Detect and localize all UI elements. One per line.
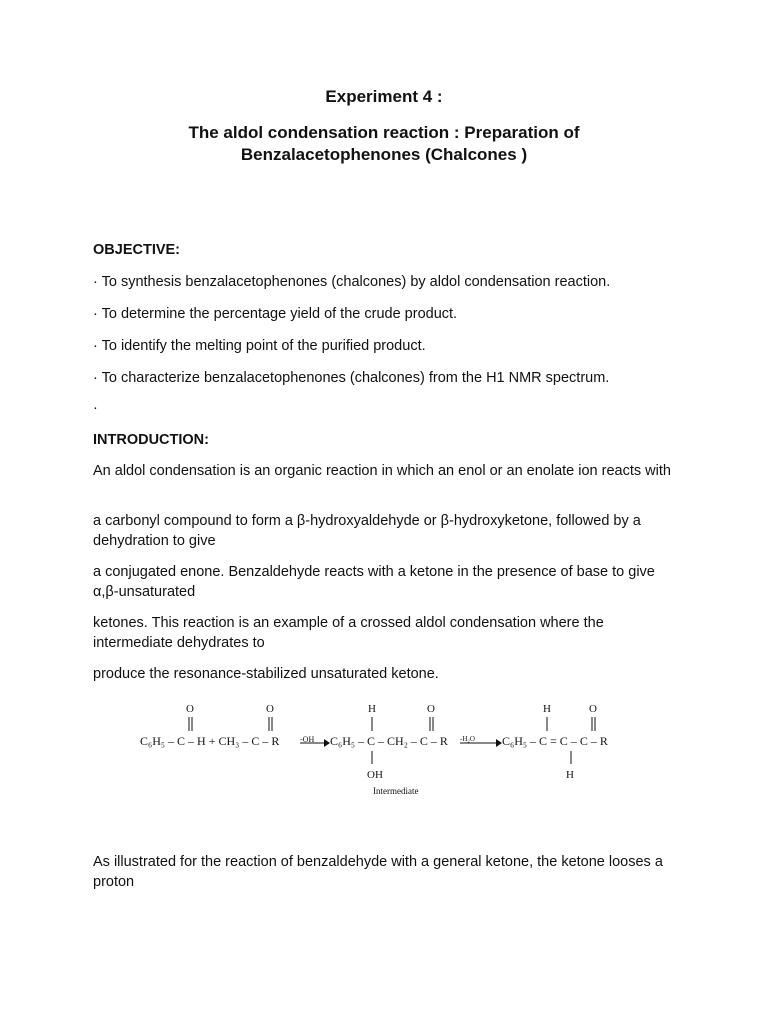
objective-heading: OBJECTIVE: (93, 242, 181, 258)
objective-item-4: · To characterize benzalacetophenones (chalcones) from the H1 NMR spectrum. (93, 370, 610, 386)
scheme-reagent-base: -OH (300, 735, 315, 744)
objective-item-3: · To identify the melting point of the purified product. (93, 338, 426, 354)
title-line-1: The aldol condensation reaction : Preparation of (188, 123, 580, 142)
intro-paragraph-2: a carbonyl compound to form a β-hydroxyaldehyde or β-hydroxyketone, followed by a dehydration to give (93, 513, 641, 549)
scheme-oxygen-2: O (266, 703, 274, 715)
scheme-intermediate: C₆H₅ – C – CH₂ – C – R (330, 734, 448, 748)
introduction-heading: INTRODUCTION: (93, 432, 209, 448)
intro-paragraph-1: An aldol condensation is an organic reaction in which an enol or an enolate ion reacts with (93, 463, 671, 479)
title-line-2: Benzalacetophenones (Chalcones ) (240, 145, 528, 164)
scheme-oxygen-1: O (186, 703, 194, 715)
intro-paragraph-6: As illustrated for the reaction of benzaldehyde with a general ketone, the ketone looses a proton (93, 854, 663, 890)
experiment-number: Experiment 4 : (325, 87, 443, 106)
objective-trailing-dot: · (93, 400, 98, 416)
document-title (150, 122, 618, 166)
aldol-reaction-scheme (140, 698, 640, 802)
scheme-product: C₆H₅ – C = C – C – R (502, 734, 608, 748)
intro-paragraph-3: a conjugated enone. Benzaldehyde reacts with a ketone in the presence of base to give α,β-unsaturated (93, 564, 655, 600)
scheme-oxygen-4: O (589, 703, 597, 715)
scheme-reagent-dehydration: -H₂O (460, 735, 475, 743)
intro-paragraph-4: ketones. This reaction is an example of a crossed aldol condensation where the intermediate dehydrates to (93, 615, 604, 651)
objective-item-2: · To determine the percentage yield of the crude product. (93, 306, 458, 322)
scheme-hydrogen-3: H (566, 769, 574, 781)
scheme-oxygen-3: O (427, 703, 435, 715)
objective-item-1: · To synthesis benzalacetophenones (chalcones) by aldol condensation reaction. (93, 274, 611, 290)
intro-paragraph-5: produce the resonance-stabilized unsaturated ketone. (93, 666, 439, 682)
scheme-hydroxyl: OH (367, 769, 383, 781)
scheme-hydrogen-1: H (368, 703, 376, 715)
scheme-hydrogen-2: H (543, 703, 551, 715)
scheme-reactants: C₆H₅ – C – H + CH₃ – C – R (140, 734, 280, 748)
scheme-intermediate-label: Intermediate (373, 786, 419, 796)
